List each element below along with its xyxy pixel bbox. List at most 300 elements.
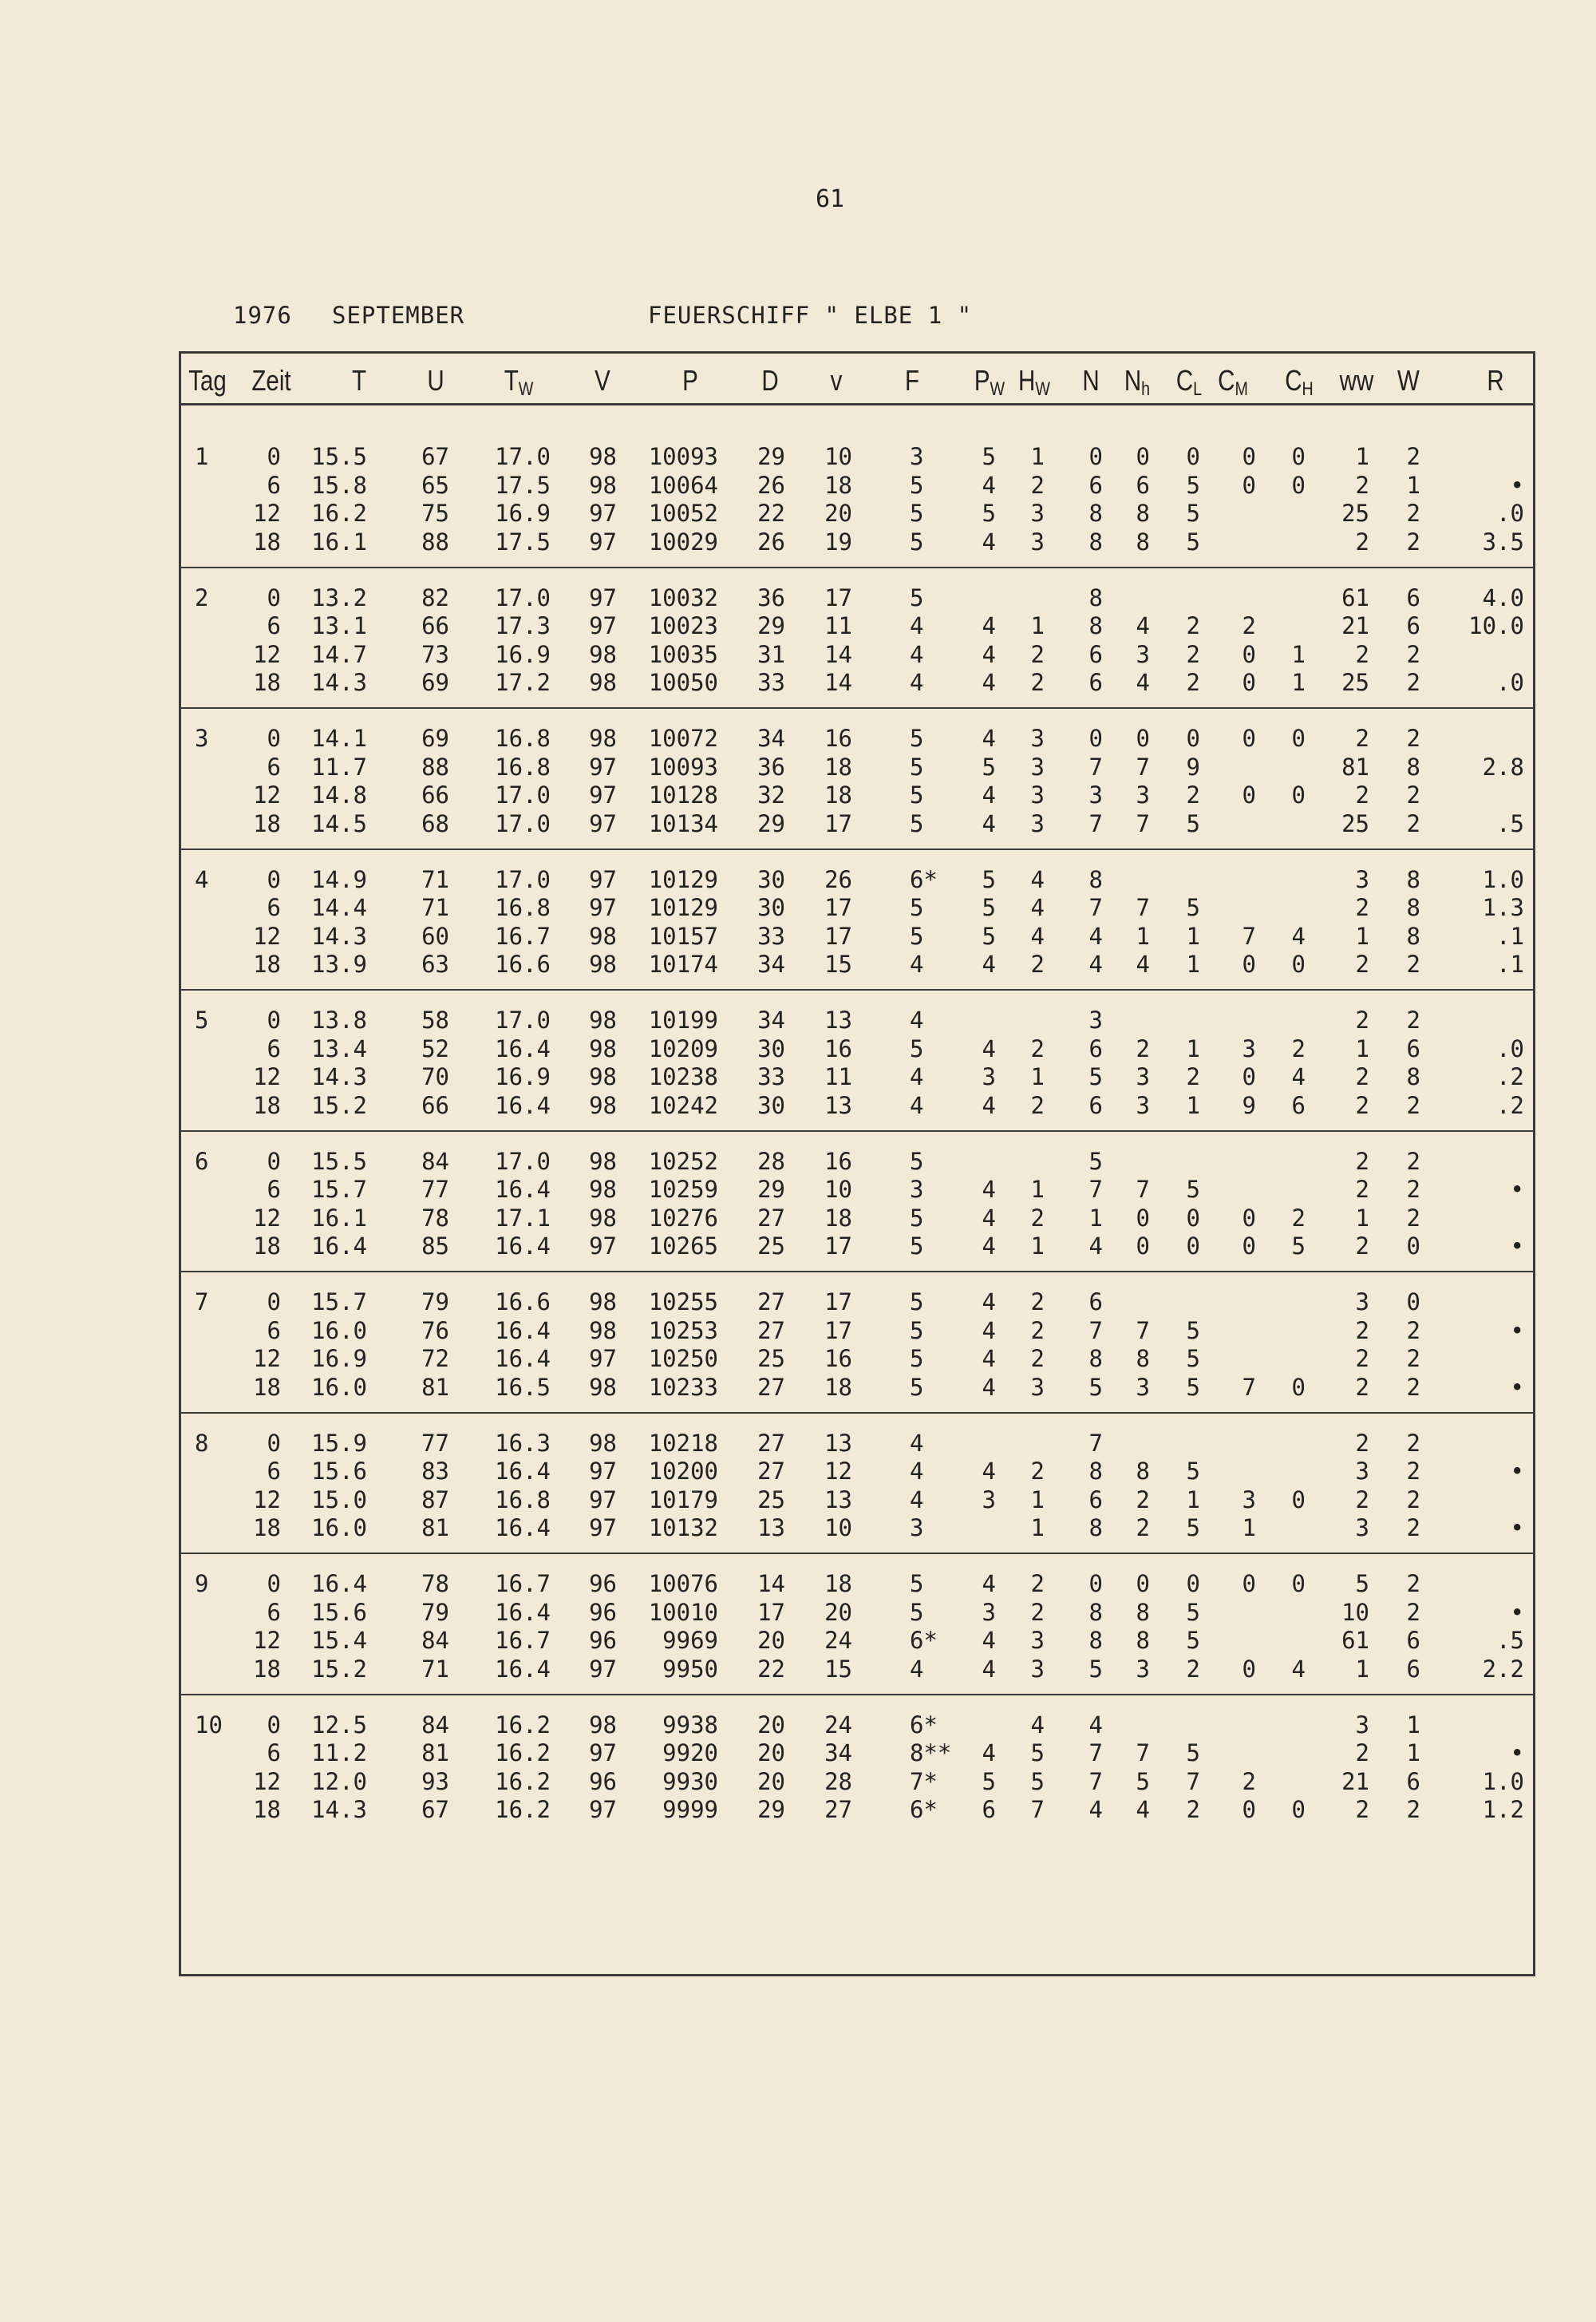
table-cell: 4 [982, 1345, 996, 1372]
table-cell: .1 [1496, 922, 1524, 950]
table-cell: 15.6 [311, 1598, 367, 1626]
day-tag: 9 [195, 1570, 209, 1597]
table-cell: 15.2 [311, 1655, 367, 1683]
table-cell: 10179 [648, 1485, 718, 1513]
table-cell: 78 [421, 1570, 449, 1597]
table-cell: 0 [1242, 1796, 1256, 1823]
table-cell: 2 [1355, 1429, 1369, 1457]
table-cell: 2 [1355, 471, 1369, 499]
table-cell: 2 [1406, 1007, 1420, 1034]
table-cell: 61 [1341, 1627, 1369, 1654]
table-cell: 16.4 [495, 1034, 551, 1062]
table-cell: 6 [1291, 1091, 1306, 1119]
column-header-main: C [1218, 364, 1235, 397]
table-cell: 6 [267, 1458, 281, 1485]
table-cell: 17.0 [495, 1147, 551, 1175]
table-cell: 4 [1030, 922, 1045, 950]
table-cell: 15.0 [311, 1485, 367, 1513]
table-cell: 3 [1030, 781, 1045, 809]
table-cell: 5 [1186, 528, 1200, 556]
column-header-0 [188, 364, 227, 398]
table-cell: 5 [1355, 1570, 1369, 1597]
table-cell: 7 [1136, 1739, 1150, 1766]
table-cell: 0 [1406, 1232, 1420, 1260]
table-cell: 13 [824, 1091, 852, 1119]
table-cell: 34 [757, 1007, 785, 1034]
table-cell: 2 [1355, 528, 1369, 556]
table-cell: 98 [589, 1288, 617, 1315]
table-cell: 13 [824, 1007, 852, 1034]
table-cell: 4 [1030, 865, 1045, 893]
table-cell: 4 [1136, 669, 1150, 696]
table-cell: 12.5 [311, 1711, 367, 1739]
table-cell: 8 [1136, 500, 1150, 527]
table-cell: 3 [1136, 1655, 1150, 1683]
table-cell: 4 [1291, 1655, 1306, 1683]
table-cell: 5 [982, 865, 996, 893]
table-cell: 3 [1355, 1458, 1369, 1485]
table-cell: 7 [1186, 1767, 1200, 1795]
table-cell: 4 [982, 1570, 996, 1597]
table-cell: 18 [253, 1514, 281, 1541]
column-header-main: C [1175, 364, 1194, 397]
table-cell: 10076 [648, 1570, 718, 1597]
table-cell: 13.2 [311, 583, 367, 611]
table-cell: 2 [1406, 1373, 1420, 1401]
table-cell: 0 [1242, 443, 1256, 470]
table-cell: 8 [1088, 528, 1103, 556]
table-cell: 73 [421, 640, 449, 668]
table-cell: 12 [253, 500, 281, 527]
table-cell: 5 [910, 1598, 924, 1626]
table-cell: 5 [1186, 894, 1200, 921]
table-cell: 14.4 [311, 894, 367, 921]
table-cell: 5 [910, 1316, 924, 1344]
table-cell: 81 [421, 1514, 449, 1541]
table-cell: 0 [1291, 1570, 1306, 1597]
column-header-6 [670, 364, 709, 398]
column-header-main: T [351, 364, 367, 397]
table-cell: 5 [1186, 1514, 1200, 1541]
table-cell: 96 [589, 1598, 617, 1626]
table-cell: 6 [267, 1598, 281, 1626]
table-cell: 2 [1186, 640, 1200, 668]
table-cell: 15 [824, 1655, 852, 1683]
table-cell: 7 [1088, 894, 1103, 921]
table-cell: 15.7 [311, 1288, 367, 1315]
table-cell: .0 [1496, 500, 1524, 527]
table-cell: 10132 [648, 1514, 718, 1541]
table-cell: 10129 [648, 894, 718, 921]
table-cell: 2 [1030, 1034, 1045, 1062]
day-separator [179, 1553, 1535, 1554]
column-header-16 [1279, 364, 1318, 401]
table-cell: 6 [1406, 1627, 1420, 1654]
table-cell: 5 [982, 922, 996, 950]
table-cell: 15.2 [311, 1091, 367, 1119]
table-cell: 7 [1088, 753, 1103, 781]
table-cell: 5 [910, 528, 924, 556]
table-cell: 17.5 [495, 528, 551, 556]
table-cell: 2 [1355, 781, 1369, 809]
table-cell: 97 [589, 583, 617, 611]
table-cell: 18 [253, 1796, 281, 1823]
table-cell: 17.0 [495, 781, 551, 809]
table-cell: 27 [757, 1429, 785, 1457]
table-cell: 10050 [648, 669, 718, 696]
table-cell: 26 [757, 471, 785, 499]
table-cell: 8 [1088, 612, 1103, 639]
table-cell: 98 [589, 951, 617, 978]
table-cell: 16.4 [495, 1091, 551, 1119]
table-cell: 16.0 [311, 1316, 367, 1344]
table-cell: 14 [824, 640, 852, 668]
table-cell: 28 [757, 1147, 785, 1175]
table-cell: 5 [1030, 1739, 1045, 1766]
table-cell: 6 [1088, 640, 1103, 668]
column-header-main: N [1124, 364, 1142, 397]
table-cell: 16.4 [311, 1232, 367, 1260]
table-cell: 0 [1136, 725, 1150, 752]
table-cell: 2 [1355, 1091, 1369, 1119]
table-cell: 97 [589, 1796, 617, 1823]
table-cell: 16.4 [311, 1570, 367, 1597]
table-cell: 24 [824, 1627, 852, 1654]
table-cell: 6 [1088, 1091, 1103, 1119]
table-cell: 14 [757, 1570, 785, 1597]
table-cell: 16.2 [495, 1796, 551, 1823]
column-header-2 [339, 364, 378, 398]
table-cell: 1 [1186, 951, 1200, 978]
blank-area [192, 1836, 1508, 1956]
table-cell: 7 [1088, 1176, 1103, 1203]
table-cell: 4 [910, 1485, 924, 1513]
table-cell: 10010 [648, 1598, 718, 1626]
table-cell: 2 [1030, 1288, 1045, 1315]
table-cell: 2 [1406, 443, 1420, 470]
table-cell: 2 [1355, 1316, 1369, 1344]
table-cell: 6 [267, 753, 281, 781]
table-cell: 4 [1291, 1063, 1306, 1090]
table-cell: 1 [1030, 1514, 1045, 1541]
table-cell: 88 [421, 528, 449, 556]
table-cell: 2 [1406, 809, 1420, 837]
day-separator [179, 1694, 1535, 1695]
table-cell: 5 [910, 1204, 924, 1232]
table-cell: 3 [1088, 781, 1103, 809]
table-cell: 71 [421, 1655, 449, 1683]
table-cell: 9969 [662, 1627, 718, 1654]
header-station: FEUERSCHIFF " ELBE 1 " [648, 302, 973, 329]
table-cell: 10064 [648, 471, 718, 499]
table-cell: 18 [824, 1570, 852, 1597]
table-cell: 2 [1030, 1316, 1045, 1344]
column-header-main: v [830, 364, 843, 397]
table-cell: 3 [1136, 781, 1150, 809]
table-cell: 5 [910, 922, 924, 950]
table-cell: 6 [267, 1316, 281, 1344]
table-cell: 16.9 [311, 1345, 367, 1372]
table-cell: 33 [757, 922, 785, 950]
table-cell: 0 [1136, 1204, 1150, 1232]
table-cell: 5 [910, 1288, 924, 1315]
table-cell: 98 [589, 922, 617, 950]
table-cell: 4 [982, 612, 996, 639]
table-cell: 4 [1291, 922, 1306, 950]
table-cell: 1 [1242, 1514, 1256, 1541]
column-header-main: D [761, 364, 779, 397]
column-header-12 [1071, 364, 1110, 398]
table-cell: 10174 [648, 951, 718, 978]
table-cell: 4 [910, 669, 924, 696]
table-cell: 84 [421, 1147, 449, 1175]
table-cell: 0 [1088, 443, 1103, 470]
table-cell: 16.4 [495, 1598, 551, 1626]
table-cell: 0 [1291, 443, 1306, 470]
table-cell: 2 [1406, 1091, 1420, 1119]
table-cell: 12.0 [311, 1767, 367, 1795]
table-cell: 0 [267, 1570, 281, 1597]
table-cell: • [1510, 1458, 1524, 1485]
table-cell: 7 [1136, 1176, 1150, 1203]
table-cell: 1 [1186, 1091, 1200, 1119]
table-cell: 2.2 [1482, 1655, 1524, 1683]
table-cell: 8 [1136, 528, 1150, 556]
table-cell: 1.0 [1482, 1767, 1524, 1795]
table-cell: 16.2 [311, 500, 367, 527]
table-cell: .2 [1496, 1063, 1524, 1090]
table-cell: 2 [1030, 669, 1045, 696]
table-cell: 5 [1186, 1598, 1200, 1626]
table-cell: 14.3 [311, 1796, 367, 1823]
table-cell: 3 [982, 1598, 996, 1626]
table-cell: 11 [824, 612, 852, 639]
table-cell: 7 [1242, 922, 1256, 950]
column-header-main: V [595, 364, 610, 397]
table-cell: 10233 [648, 1373, 718, 1401]
table-cell: 5 [1088, 1063, 1103, 1090]
table-cell: 10.0 [1468, 612, 1524, 639]
table-cell: 10072 [648, 725, 718, 752]
table-cell: 0 [1088, 1570, 1103, 1597]
table-cell: 25 [757, 1345, 785, 1372]
table-cell: 33 [757, 669, 785, 696]
table-cell: 17 [824, 894, 852, 921]
table-cell: 6* [910, 1711, 938, 1739]
table-cell: 8 [1088, 1458, 1103, 1485]
table-cell: 16.7 [495, 1570, 551, 1597]
table-cell: 2 [1406, 500, 1420, 527]
table-cell: 10029 [648, 528, 718, 556]
table-cell: 0 [1186, 1570, 1200, 1597]
table-cell: 3 [1030, 500, 1045, 527]
table-cell: 16.4 [495, 1345, 551, 1372]
table-cell: 15.5 [311, 443, 367, 470]
table-cell: 6 [267, 471, 281, 499]
table-cell: 10250 [648, 1345, 718, 1372]
table-cell: 3 [1136, 1373, 1150, 1401]
table-cell: 3.5 [1482, 528, 1524, 556]
table-cell: 16.4 [495, 1176, 551, 1203]
table-cell: 6 [267, 1176, 281, 1203]
table-cell: 25 [1341, 669, 1369, 696]
table-cell: • [1510, 1316, 1524, 1344]
column-header-main: ww [1339, 364, 1374, 397]
table-cell: 2 [1291, 1034, 1306, 1062]
table-cell: 6 [267, 894, 281, 921]
table-cell: 3 [982, 1485, 996, 1513]
table-cell: 34 [757, 951, 785, 978]
table-cell: 3 [1242, 1034, 1256, 1062]
table-cell: 2 [1406, 1458, 1420, 1485]
day-separator [179, 1130, 1535, 1132]
table-cell: 0 [1242, 1655, 1256, 1683]
table-cell: 6 [267, 1739, 281, 1766]
table-cell: 21 [1341, 612, 1369, 639]
table-cell: 1 [1406, 1739, 1420, 1766]
table-cell: 3 [910, 443, 924, 470]
table-cell: 18 [253, 1655, 281, 1683]
table-cell: 98 [589, 669, 617, 696]
table-cell: 1 [1030, 1485, 1045, 1513]
table-cell: 20 [757, 1711, 785, 1739]
table-cell: 71 [421, 894, 449, 921]
table-cell: 17 [824, 1288, 852, 1315]
table-cell: 6 [1088, 1034, 1103, 1062]
table-cell: 2 [1030, 1598, 1045, 1626]
table-cell: 10128 [648, 781, 718, 809]
table-cell: 16.4 [495, 1316, 551, 1344]
table-cell: 13.4 [311, 1034, 367, 1062]
table-cell: 17.0 [495, 1007, 551, 1034]
table-cell: 30 [757, 1091, 785, 1119]
table-cell: 4 [1136, 612, 1150, 639]
table-cell: 79 [421, 1598, 449, 1626]
table-cell: 76 [421, 1316, 449, 1344]
table-cell: 1 [1030, 443, 1045, 470]
table-cell: 4 [982, 1627, 996, 1654]
table-cell: 16.7 [495, 922, 551, 950]
table-cell: 4 [1088, 951, 1103, 978]
table-cell: 16.4 [495, 1458, 551, 1485]
table-cell: 4 [982, 669, 996, 696]
table-cell: 93 [421, 1767, 449, 1795]
table-cell: 14.9 [311, 865, 367, 893]
table-cell: 10255 [648, 1288, 718, 1315]
table-cell: 1 [1030, 612, 1045, 639]
table-cell: 2 [1030, 1091, 1045, 1119]
table-cell: 98 [589, 1204, 617, 1232]
table-cell: 2 [1406, 1147, 1420, 1175]
table-cell: 26 [757, 528, 785, 556]
table-cell: 2 [1355, 1373, 1369, 1401]
table-cell: 10209 [648, 1034, 718, 1062]
table-cell: 3 [1136, 1063, 1150, 1090]
header-month: SEPTEMBER [332, 302, 465, 329]
table-cell: 6 [1088, 471, 1103, 499]
table-cell: 9938 [662, 1711, 718, 1739]
table-cell: 16.6 [495, 1288, 551, 1315]
table-cell: • [1510, 1598, 1524, 1626]
table-cell: 16 [824, 1345, 852, 1372]
table-cell: 97 [589, 753, 617, 781]
table-cell: 68 [421, 809, 449, 837]
table-cell: 12 [253, 1345, 281, 1372]
table-cell: 1 [1186, 1485, 1200, 1513]
table-cell: 1 [1186, 1034, 1200, 1062]
table-cell: 0 [1406, 1288, 1420, 1315]
table-cell: 0 [1186, 1204, 1200, 1232]
table-cell: 60 [421, 922, 449, 950]
table-cell: 2.8 [1482, 753, 1524, 781]
table-cell: 11.2 [311, 1739, 367, 1766]
column-header-8 [816, 364, 855, 398]
table-cell: 4 [1088, 922, 1103, 950]
table-cell: 27 [757, 1288, 785, 1315]
page-number: 61 [816, 185, 845, 213]
table-cell: 7 [1088, 1316, 1103, 1344]
table-cell: 12 [253, 1485, 281, 1513]
table-cell: 81 [421, 1373, 449, 1401]
table-cell: 0 [1291, 1485, 1306, 1513]
table-cell: 98 [589, 1429, 617, 1457]
table-cell: 4 [982, 1739, 996, 1766]
table-cell: 5 [1088, 1373, 1103, 1401]
table-cell: 69 [421, 669, 449, 696]
table-cell: 10 [824, 443, 852, 470]
table-cell: 8 [1088, 1345, 1103, 1372]
table-cell: 2 [1186, 1655, 1200, 1683]
table-cell: 10032 [648, 583, 718, 611]
table-cell: 5 [910, 781, 924, 809]
column-header-main: Tag [188, 364, 227, 397]
table-cell: 87 [421, 1485, 449, 1513]
table-cell: 14.3 [311, 922, 367, 950]
day-tag: 10 [195, 1711, 223, 1739]
table-cell: 0 [1186, 1232, 1200, 1260]
table-cell: 0 [1291, 781, 1306, 809]
table-cell: 96 [589, 1627, 617, 1654]
table-cell: 4 [982, 471, 996, 499]
table-cell: 3 [1030, 1627, 1045, 1654]
table-cell: 3 [910, 1514, 924, 1541]
table-cell: 7 [1136, 753, 1150, 781]
table-cell: 2 [1030, 1458, 1045, 1485]
table-cell: 8 [1088, 1598, 1103, 1626]
table-cell: 17.0 [495, 583, 551, 611]
table-cell: 4 [1088, 1711, 1103, 1739]
column-header-main: F [904, 364, 920, 397]
table-cell: .0 [1496, 669, 1524, 696]
table-cell: 2 [1355, 951, 1369, 978]
table-cell: 2 [1030, 1345, 1045, 1372]
table-cell: 10242 [648, 1091, 718, 1119]
table-cell: 4 [982, 809, 996, 837]
table-cell: 20 [757, 1627, 785, 1654]
table-cell: 0 [1186, 725, 1200, 752]
table-cell: 5 [982, 894, 996, 921]
table-cell: 98 [589, 1091, 617, 1119]
table-cell: 2 [1186, 612, 1200, 639]
table-cell: 3 [1030, 1373, 1045, 1401]
day-tag: 1 [195, 443, 209, 470]
day-tag: 5 [195, 1007, 209, 1034]
table-cell: .5 [1496, 809, 1524, 837]
table-cell: 10200 [648, 1458, 718, 1485]
table-cell: 3 [1030, 528, 1045, 556]
table-cell: 6 [1406, 583, 1420, 611]
table-cell: 18 [253, 528, 281, 556]
